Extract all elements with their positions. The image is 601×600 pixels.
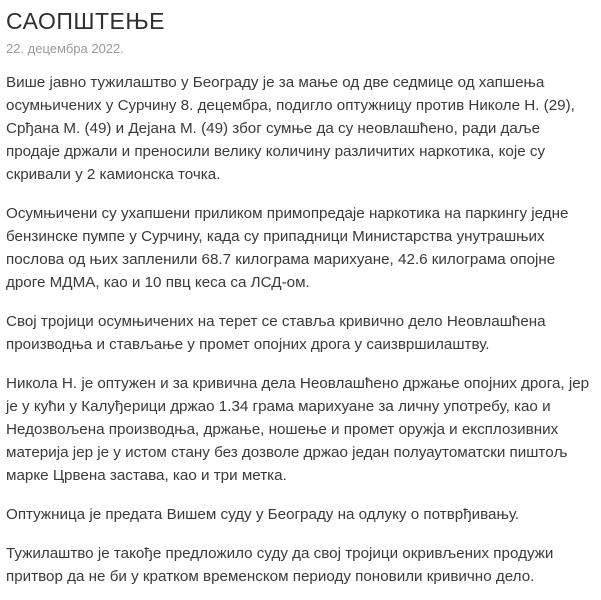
paragraph-1: Више јавно тужилаштво у Београду је за мање од две седмице од хапшења осумњичених у Сурчину 8. децембра, подигло оптужницу против Николе Н. (29), Срђана М. (49) и Дејана М. (49) због сумње да су неовлашћено, ради даље продаје држали и преносили велику количину различитих наркотика, које су скривали у 2 камионска точка. xyxy=(6,74,575,183)
paragraph-2: Осумњичени су ухапшени приликом примопредаје наркотика на паркингу једне бензинске пумпе у Сурчину, када су припадници Министарства унутрашњих послова од њих запленили 68.7 килограма марихуане, 42.6 килограма опојне дроге МДМА, као и 10 пвц кеса са ЛСД-ом. xyxy=(6,205,569,291)
page-title: САОПШТЕЊЕ xyxy=(6,8,165,34)
paragraph-4: Никола Н. је оптужен и за кривична дела Неовлашћено држање опојних дрога, јер је у кући у Калуђерици држао 1.34 грама марихуане за личну употребу, као и Недозвољена производња, држање, ношење и промет оружја и експлозивних материја јер је у истом стану без дозволе држао један полуаутоматски пиштољ марке Црвена застава, као и три метка. xyxy=(6,375,590,484)
paragraph-6: Тужилаштво је такође предложило суду да свој тројици окривљених продужи притвор да не би у кратком временском периоду поновили кривично дело. xyxy=(6,545,554,585)
paragraph-5: Оптужница је предата Вишем суду у Београду на одлуку о потврђивању. xyxy=(6,506,520,523)
publish-date: 22. децембра 2022. xyxy=(6,41,124,56)
paragraph-3: Свој тројици осумњичених на терет се ставља кривично дело Неовлашћена производња и стављање у промет опојних дрога у саизвршилаштву. xyxy=(6,313,546,353)
article-body xyxy=(6,71,595,588)
